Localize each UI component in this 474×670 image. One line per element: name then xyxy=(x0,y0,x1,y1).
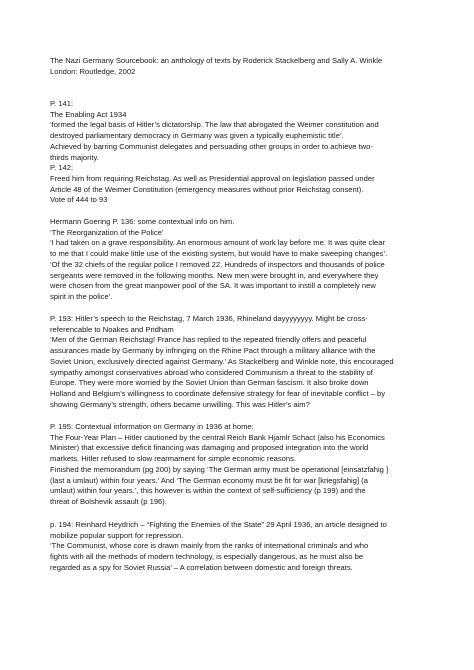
text-line: ‘Men of the German Reichstag! France has replied to the repeated friendly offers and peaceful xyxy=(50,335,367,345)
text-line: regarded as a spy for Soviet Russia’ – A correlation between domestic and foreign threats. xyxy=(50,562,353,572)
goering-section xyxy=(50,217,440,303)
section-heading: Hermann Goering P. 136: some contextual info on him. xyxy=(50,217,235,226)
text-line: sympathy amongst conservatives abroad who considered Communism a threat to the stability of xyxy=(50,367,373,377)
text-line: The Nazi Germany Sourcebook: an anthology of texts by Roderick Stackelberg and Sally A. Winkle xyxy=(50,56,383,65)
text-line: ‘The Reorganization of the Police’ xyxy=(50,227,164,237)
text-line: Article 48 of the Weimer Constitution (emergency measures without prior Reichstag consent). xyxy=(50,184,364,194)
text-line: Minister) that excessive deficit financing was damaging and proposed integration into the world xyxy=(50,443,369,453)
text-line: were chosen from the great manpower pool of the SA. It was important to instill a completely new xyxy=(50,281,376,291)
text-line: to me that I could make little use of the existing system, but would have to make sweeping changes’. xyxy=(50,249,388,259)
text-line: The Four-Year Plan – Hitler cautioned by the central Reich Bank Hjamlr Schact (also his Economics xyxy=(50,432,385,442)
enabling-act-section xyxy=(50,99,440,206)
text-line: London: Routledge, 2002 xyxy=(50,66,136,76)
text-line: assurances made by Germany by infringing on the Rhine Pact through a military alliance with the xyxy=(50,346,376,356)
text-line: markets. Hitler refused to slow rearmament for simple economic reasons. xyxy=(50,454,297,464)
text-line: umlaut) within four years.’, this however is within the context of self-sufficiency (p 199) and the xyxy=(50,486,366,496)
text-line: referencable to Noakes and Pridham xyxy=(50,324,174,334)
text-line: ‘The Communist, whose core is drawn mainly from the ranks of international criminals and who xyxy=(50,541,369,551)
source-citation xyxy=(50,56,440,77)
section-heading: P. 195: Contextual information on Germany in 1936 at home: xyxy=(50,422,254,431)
text-line: mobilize popular support for repression. xyxy=(50,530,184,540)
text-line: sergeants were removed in the following months. New men were brought in, and everywhere they xyxy=(50,270,379,280)
rhineland-section xyxy=(50,314,440,410)
text-line: Finished the memorandum (pg 200) by saying ‘The German army must be operational [einsatzfahig ] xyxy=(50,464,389,474)
text-line: (last a umlaut) within four years.’ And ‘The German economy must be fit for war [kriegsfahig] (a xyxy=(50,475,368,485)
text-line: ‘formed the legal basis of Hitler’s dictatorship. The law that abrogated the Weimer constitution and xyxy=(50,120,379,130)
text-line: Holland and Belgium’s willingness to coordinate defensive strategy for fear of inevitable conflict – by xyxy=(50,388,386,398)
section-heading: P. 193: Hitler’s speech to the Reichstag, 7 March 1936, Rhineland dayyyyyyyy. Might be cross- xyxy=(50,314,368,323)
text-line: spirit in the police’. xyxy=(50,291,113,301)
text-line: Europe. They were more worried by the Soviet Union than German fascism. It also broke down xyxy=(50,378,369,388)
text-line: P. 142: xyxy=(50,163,74,173)
text-line: fights with all the methods of modern technology, is especially dangerous, as he must also be xyxy=(50,552,364,562)
text-line: threat of Bolshevik assault (p 196). xyxy=(50,496,167,506)
text-line: Vote of 444 to 93 xyxy=(50,195,108,205)
text-line: thirds majority. xyxy=(50,152,99,162)
text-line: destroyed parliamentary democracy in Germany was given a typically euphemistic title’. xyxy=(50,131,344,141)
text-line: showing Germany’s strength, others became unwilling. This was Hitler’s aim? xyxy=(50,399,310,409)
four-year-plan-section xyxy=(50,422,440,508)
text-line: P. 141: xyxy=(50,99,74,108)
text-line: Achieved by barring Communist delegates and persuading other groups in order to achieve two- xyxy=(50,141,373,151)
section-heading: p. 194: Reinhard Heydrich – “Fighting the Enemies of the State” 29 April 1936, an article designed to xyxy=(50,520,387,529)
section-heading: The Enabling Act 1934 xyxy=(50,109,127,119)
heydrich-section xyxy=(50,520,440,574)
text-line: Soviet Union, exclusively directed against Germany.’ As Stackelberg and Winkle note, this encouraged xyxy=(50,356,394,366)
text-line: ‘Of the 32 chiefs of the regular police I removed 22. Hundreds of inspectors and thousands of police xyxy=(50,259,385,269)
text-line: ‘I had taken on a grave responsibility. An enormous amount of work lay before me. It was quite clear xyxy=(50,238,386,248)
text-line: Freed him from requiring Reichstag. As well as Presidential approval on legislation passed under xyxy=(50,173,375,183)
